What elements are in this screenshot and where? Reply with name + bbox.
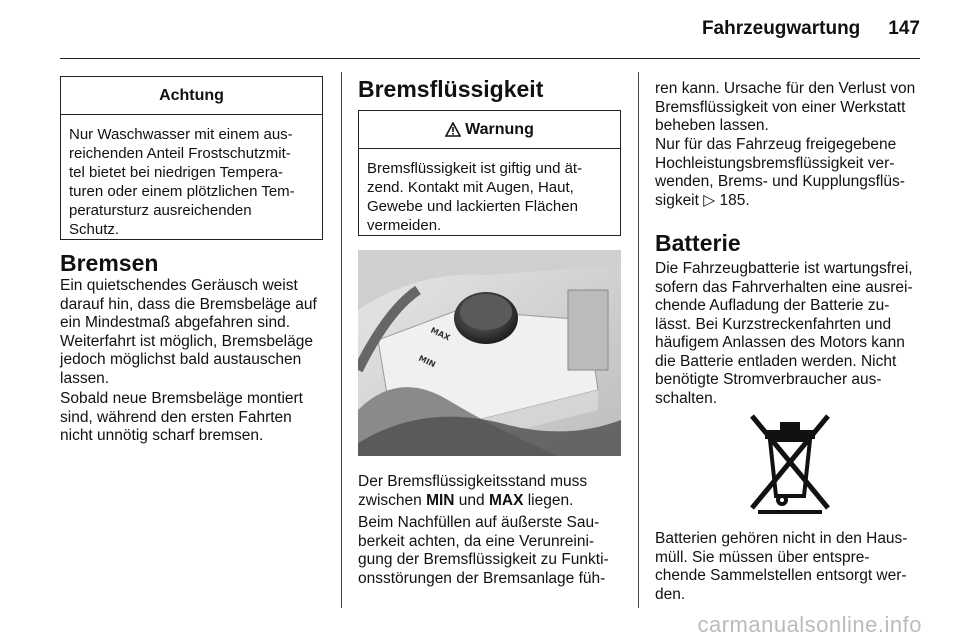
heading-batterie: Batterie — [655, 230, 741, 256]
text-line: vermeiden. — [367, 217, 442, 234]
text-line: ein Mindestmaß abgefahren sind. — [60, 314, 291, 331]
caution-box — [60, 76, 323, 240]
warning-header — [359, 111, 620, 149]
warning-title: Warnung — [465, 120, 534, 138]
text-line: schalten. — [655, 389, 718, 407]
heading-bremsfluessigkeit: Bremsflüssigkeit — [358, 76, 544, 102]
text-line: reichenden Anteil Frostschutzmit- — [69, 145, 291, 162]
text-line: ren kann. Ursache für den Verlust von — [655, 80, 916, 97]
text-line: chende Sammelstellen entsorgt wer- — [655, 567, 907, 584]
paragraph — [358, 473, 633, 510]
text-line: sind, während den ersten Fahrten — [60, 408, 292, 426]
text-line: chende Aufladung der Batterie zu- — [655, 297, 890, 314]
header-rule — [60, 58, 920, 59]
paragraph — [655, 136, 930, 210]
text-line: häufigem Anlassen des Motors kann — [655, 334, 905, 351]
text-line: Beim Nachfüllen auf äußerste Sau- — [358, 514, 600, 531]
warning-text — [359, 149, 620, 245]
text-line: berkeit achten, da eine Verunreini- — [358, 532, 595, 550]
text-line: wenden, Brems- und Kupplungsflüs- — [655, 173, 905, 190]
text-line: lässt. Bei Kurzstreckenfahrten und — [655, 315, 892, 333]
text-line: benötigte Stromverbraucher aus- — [655, 371, 882, 388]
caution-text — [61, 115, 322, 249]
paragraph — [60, 390, 340, 446]
column-divider — [341, 72, 342, 608]
text-line: den. — [655, 585, 686, 603]
text-line: müll. Sie müssen über entspre- — [655, 548, 870, 566]
text-line: Hochleistungsbremsflüssigkeit ver- — [655, 154, 895, 172]
text-line: Nur für das Fahrzeug freigegebene — [655, 136, 897, 153]
text-line: sofern das Fahrverhalten eine ausrei- — [655, 278, 913, 296]
text-line: gung der Bremsflüssigkeit zu Funkti- — [358, 551, 609, 568]
text-line: Die Fahrzeugbatterie ist wartungsfrei, — [655, 260, 913, 277]
brake-fluid-reservoir-photo — [358, 250, 621, 456]
text-line: Batterien gehören nicht in den Haus- — [655, 530, 908, 547]
column-divider — [638, 72, 639, 608]
text-line: Der Bremsflüssigkeitsstand muss — [358, 473, 588, 490]
paragraph — [60, 277, 340, 388]
text-line: Sobald neue Bremsbeläge montiert — [60, 390, 303, 407]
text-line: lassen. — [60, 369, 110, 387]
text-line: nicht unnötig scharf bremsen. — [60, 427, 264, 444]
watermark: carmanualsonline.info — [697, 612, 922, 637]
text-line: peratursturz ausreichenden — [69, 202, 252, 219]
text-line: die Batterie entladen werden. Nicht — [655, 352, 897, 370]
page-reference[interactable]: sigkeit ▷ 185. — [655, 191, 750, 209]
text-line: Bremsflüssigkeit ist giftig und ät- — [367, 160, 583, 177]
warning-triangle-icon — [445, 122, 461, 137]
text-fragment: liegen. — [523, 491, 574, 509]
text-line: jedoch möglichst bald austauschen — [60, 351, 302, 368]
paragraph — [358, 514, 638, 588]
text-line: turen oder einem plötzlichen Tem- — [69, 183, 295, 200]
text-line: Nur Waschwasser mit einem aus- — [69, 126, 293, 143]
max-label: MAX — [488, 491, 524, 509]
text-line: beheben lassen. — [655, 117, 769, 134]
crossed-out-wheelie-bin-icon — [738, 410, 842, 514]
page-header — [702, 18, 920, 40]
page-number: 147 — [888, 18, 920, 39]
reservoir-min-label: MIN — [417, 353, 437, 370]
text-line: darauf hin, dass die Bremsbeläge auf — [60, 295, 317, 313]
caution-title: Achtung — [61, 77, 322, 115]
text-line: Weiterfahrt ist möglich, Bremsbeläge — [60, 332, 313, 350]
paragraph — [655, 80, 930, 136]
paragraph — [655, 530, 930, 604]
reservoir-max-label: MAX — [429, 325, 452, 343]
text-fragment: zwischen — [358, 491, 427, 509]
text-line: zend. Kontakt mit Augen, Haut, — [367, 179, 574, 196]
text-line: Gewebe und lackierten Flächen — [367, 198, 578, 215]
text-line: onsstörungen der Bremsanlage füh- — [358, 569, 606, 587]
text-fragment: und — [454, 491, 489, 509]
min-label: MIN — [426, 491, 455, 509]
warning-box — [358, 110, 621, 236]
heading-bremsen: Bremsen — [60, 250, 159, 276]
text-line: Ein quietschendes Geräusch weist — [60, 277, 298, 294]
paragraph — [655, 260, 930, 408]
text-line — [358, 492, 633, 511]
text-line: Schutz. — [69, 221, 120, 238]
text-line: Bremsflüssigkeit von einer Werkstatt — [655, 98, 906, 116]
text-line: tel bietet bei niedrigen Tempera- — [69, 164, 284, 181]
section-title: Fahrzeugwartung — [701, 18, 861, 39]
